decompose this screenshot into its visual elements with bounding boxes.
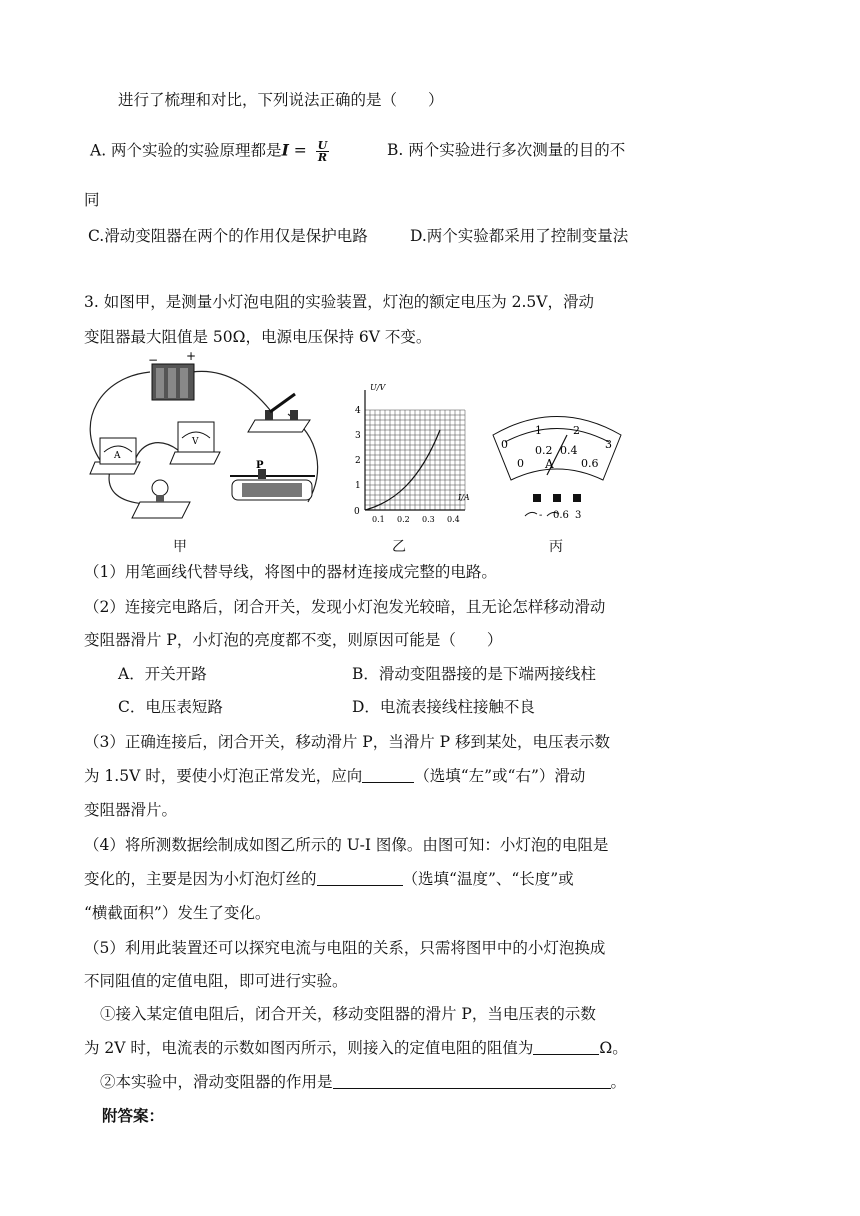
formula-numerator: U	[317, 139, 328, 152]
bottom-scale: 0.4	[560, 444, 578, 457]
y-axis-label: U/V	[370, 383, 386, 392]
q3-part2-option-d: D．电流表接线柱接触不良	[352, 698, 535, 716]
q3-part5-sub1-line1: ①接入某定值电阻后，闭合开关，移动变阻器的滑片 P，当电压表的示数	[100, 1005, 596, 1023]
q3-part3-line2	[84, 766, 585, 786]
formula-equals: =	[288, 141, 312, 160]
x-tick: 0.2	[397, 515, 410, 524]
q3-part5-line1: （5）利用此装置还可以探究电流与电阻的关系，只需将图甲中的小灯泡换成	[84, 939, 606, 957]
q3-part3-text-b: （选填“左”或“右”）滑动	[414, 767, 586, 785]
q2-option-d: D.两个实验都采用了控制变量法	[410, 227, 629, 245]
graph-grid	[365, 410, 465, 510]
q3-part5-sub2-text: ②本实验中，滑动变阻器的作用是	[100, 1073, 333, 1091]
wire	[109, 470, 145, 504]
y-tick: 2	[355, 456, 361, 466]
q3-part3-line3: 变阻器滑片。	[84, 801, 178, 819]
battery-minus-label: −	[148, 353, 159, 367]
terminal-label: 3	[575, 510, 582, 521]
bottom-scale: 0.2	[535, 444, 553, 457]
q2-option-b-wrap: 同	[84, 191, 100, 209]
y-tick: 4	[355, 406, 361, 416]
q3-part4-text-b: （选填“温度”、“长度”或	[402, 870, 574, 888]
graph-origin: 0	[354, 507, 360, 517]
figure-label-yi: 乙	[392, 539, 406, 555]
terminal	[533, 494, 541, 502]
voltmeter-label: V	[192, 437, 199, 447]
q3-part5-sub2-end: 。	[610, 1073, 627, 1091]
bottom-scale: 0.6	[581, 457, 599, 470]
top-scale: 0	[501, 438, 508, 451]
x-tick: 0.3	[422, 515, 435, 524]
voltmeter-icon	[170, 422, 220, 464]
q3-part5-sub1-text-b: Ω。	[599, 1039, 628, 1057]
q3-part4-text-a: 变化的，主要是因为小灯泡灯丝的	[84, 870, 317, 888]
q3-part5-sub2	[100, 1072, 626, 1092]
q3-part2-option-b: B．滑动变阻器接的是下端两接线柱	[352, 665, 596, 683]
q2-option-c: C.滑动变阻器在两个的作用仅是保护电路	[88, 227, 368, 245]
q3-stem-line1: 3. 如图甲，是测量小灯泡电阻的实验装置，灯泡的额定电压为 2.5V，滑动	[84, 293, 594, 311]
terminal	[553, 494, 561, 502]
terminal	[573, 494, 581, 502]
y-tick: 3	[355, 431, 361, 441]
figure-label-jia: 甲	[173, 539, 187, 555]
slider-label: P	[256, 460, 264, 471]
rheostat-icon	[230, 460, 315, 500]
top-scale: 2	[573, 424, 580, 437]
answer-blank-role[interactable]	[333, 1073, 611, 1089]
top-scale: 3	[605, 438, 612, 451]
q3-part2-option-a: A．开关开路	[118, 665, 207, 683]
q3-part2-line2: 变阻器滑片 P，小灯泡的亮度都不变，则原因可能是（ ）	[84, 631, 503, 649]
q3-stem-line2: 变阻器最大阻值是 50Ω，电源电压保持 6V 不变。	[84, 328, 432, 346]
x-tick: 0.4	[447, 515, 460, 524]
apparatus-figure	[80, 352, 340, 530]
q3-part4-line3: “横截面积”）发生了变化。	[84, 904, 271, 922]
q3-part2-option-c: C．电压表短路	[118, 698, 223, 716]
y-tick: 1	[355, 481, 361, 491]
q3-part3-line1: （3）正确连接后，闭合开关，移动滑片 P，当滑片 P 移到某处，电压表示数	[84, 733, 611, 751]
ui-graph	[340, 380, 480, 525]
battery-plus-label: +	[186, 352, 197, 363]
bulb-icon	[132, 480, 190, 518]
ammeter-dial	[485, 410, 630, 525]
wire	[192, 371, 270, 410]
terminal-label: -	[539, 510, 543, 521]
q3-part5-line2: 不同阻值的定值电阻，即可进行实验。	[84, 972, 348, 990]
x-tick: 0.1	[372, 515, 385, 524]
terminal-label: 0.6	[553, 510, 569, 521]
q3-part5-sub1-line2	[84, 1038, 628, 1058]
q3-part2-line1: （2）连接完电路后，闭合开关，发现小灯泡发光较暗，且无论怎样移动滑动	[84, 598, 606, 616]
answer-blank-resistance[interactable]	[533, 1039, 599, 1055]
q2-stem-tail: 进行了梳理和对比，下列说法正确的是（ ）	[118, 91, 444, 109]
formula-denominator: R	[317, 151, 328, 164]
dial-face	[493, 417, 621, 481]
q3-part4-line2	[84, 869, 574, 889]
x-axis-label: I/A	[458, 493, 470, 502]
meter-unit: A	[545, 457, 554, 471]
wire	[135, 443, 178, 460]
figure-label-bing: 丙	[549, 539, 563, 555]
q2-option-a-text: A. 两个实验的实验原理都是	[90, 141, 282, 160]
answer-blank-factor[interactable]	[317, 870, 403, 886]
q3-part1: （1）用笔画线代替导线，将图中的器材连接成完整的电路。	[84, 563, 497, 581]
bottom-scale: 0	[517, 457, 524, 470]
ammeter-label: A	[114, 451, 121, 461]
switch-icon	[248, 394, 310, 432]
q2-option-a	[90, 140, 329, 163]
top-scale: 1	[535, 424, 542, 437]
lead-wire	[525, 512, 537, 516]
formula-lhs: I	[281, 140, 289, 160]
q3-part3-text-a: 为 1.5V 时，要使小灯泡正常发光，应向	[84, 767, 363, 785]
formula-fraction	[316, 140, 330, 163]
q3-part4-line1: （4）将所测数据绘制成如图乙所示的 U-I 图像。由图可知：小灯泡的电阻是	[84, 836, 609, 854]
q3-part5-sub1-text-a: 为 2V 时，电流表的示数如图丙所示，则接入的定值电阻的阻值为	[84, 1039, 534, 1057]
battery-icon	[148, 352, 196, 400]
q2-option-b: B. 两个实验进行多次测量的目的不	[387, 141, 626, 159]
answer-blank-direction[interactable]	[362, 767, 414, 783]
answer-heading: 附答案：	[102, 1106, 165, 1125]
